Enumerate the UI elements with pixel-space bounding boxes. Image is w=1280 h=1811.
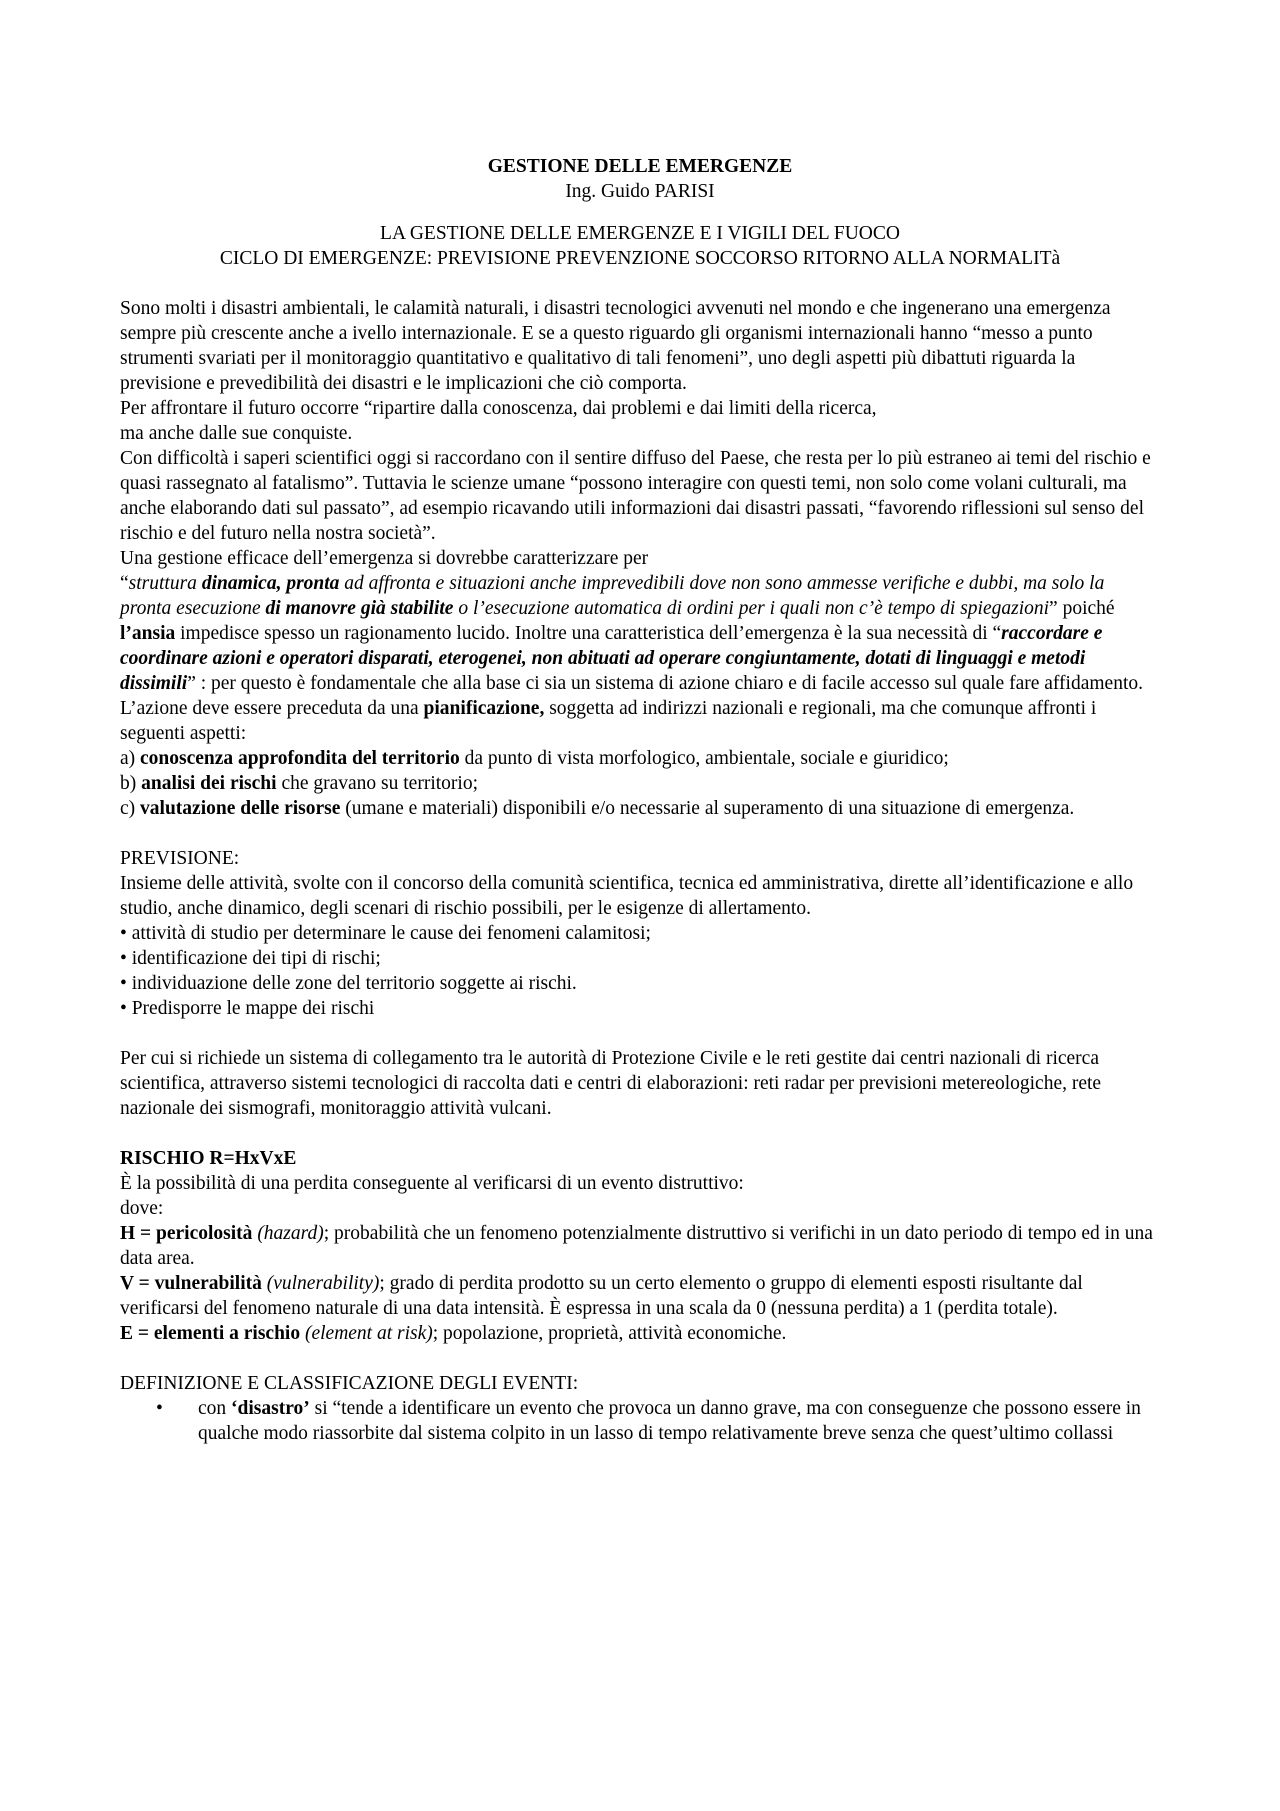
p4-bold-italic-3: raccordare e coordinare azioni e operatori disparati, eterogenei, non abituati ad operare congiuntamente, dotati di linguaggi e metodi dissimili <box>120 623 1103 694</box>
p4-text-3: ” : per questo è fondamentale che alla base ci sia un sistema di azione chiaro e di facile accesso sul quale fare affidamento. <box>187 673 1143 694</box>
aspect-c <box>120 796 1160 821</box>
bullet-icon: • <box>156 1398 163 1419</box>
rischio-e-label: E = elementi a rischio <box>120 1323 301 1344</box>
definizione-heading: DEFINIZIONE E CLASSIFICAZIONE DEGLI EVENTI: <box>120 1373 579 1394</box>
aspect-c-bold: valutazione delle risorse <box>140 798 341 819</box>
rischio-e-text: ; popolazione, proprietà, attività economiche. <box>432 1323 787 1344</box>
aspect-c-text: (umane e materiali) disponibili e/o necessarie al superamento di una situazione di emergenza. <box>340 798 1075 819</box>
rischio-h-label: H = pericolosità <box>120 1223 253 1244</box>
list-item <box>156 1396 1160 1446</box>
aspect-b <box>120 771 1160 796</box>
p4-quote-open: “ <box>120 573 129 594</box>
aspect-a-text: da punto di vista morfologico, ambientale, sociale e giuridico; <box>459 748 949 769</box>
definizione-list <box>120 1396 1160 1446</box>
p5-text-1: L’azione deve essere preceduta da una <box>120 698 424 719</box>
document-header <box>120 154 1160 271</box>
previsione-text: Insieme delle attività, svolte con il concorso della comunità scientifica, tecnica ed amministrativa, dirette all’identificazione e allo studio, anche dinamico, degli scenari di rischio possibili, per le esigenze di allertamento. <box>120 873 1134 919</box>
definizione-item-text: si “tende a identificare un evento che provoca un danno grave, ma con conseguenze che possono essere in qualche modo riassorbite dal sistema colpito in un lasso di tempo relativamente breve senza che quest’ultimo collassi <box>198 1398 1141 1444</box>
rischio-h-italic: (hazard) <box>252 1223 324 1244</box>
p4-italic-3: o l’esecuzione automatica di ordini per i quali non c’è tempo di spiegazioni <box>453 598 1050 619</box>
intro-paragraph-3: Con difficoltà i saperi scientifici oggi si raccordano con il sentire diffuso del Paese, che resta per lo più estraneo ai temi del rischio e quasi rassegnato al fatalismo”. Tuttavia le scienze umane “possono interagire con questi temi, non solo come volani culturali, ma anche elaborando dati sul passato”, ad esempio ricavando utili informazioni dai disastri passati, “favorendo riflessioni sul senso del rischio e del futuro nella nostra società”. <box>120 448 1151 544</box>
aspect-a <box>120 746 1160 771</box>
rischio-v <box>120 1271 1160 1321</box>
rischio-v-italic: (vulnerability) <box>261 1273 380 1294</box>
p4-text-1: ” poiché <box>1049 598 1115 619</box>
definizione-item-bold: ‘disastro’ <box>231 1398 310 1419</box>
previsione-followup: Per cui si richiede un sistema di collegamento tra le autorità di Protezione Civile e le reti gestite dai centri nazionali di ricerca scientifica, attraverso sistemi tecnologici di raccolta dati e centri di elaborazioni: reti radar per previsioni metereologiche, rete nazionale dei sismografi, monitoraggio attività vulcani. <box>120 1048 1102 1119</box>
rischio-heading: RISCHIO R=HxVxE <box>120 1148 297 1169</box>
p4-text-2: impedisce spesso un ragionamento lucido. Inoltre una caratteristica dell’emergenza è la sua necessità di “ <box>175 623 1002 644</box>
aspect-c-label: c) <box>120 798 141 819</box>
aspect-b-label: b) <box>120 773 142 794</box>
document-subtitle-1: LA GESTIONE DELLE EMERGENZE E I VIGILI DEL FUOCO <box>380 223 900 244</box>
rischio-h-text: ; probabilità che un fenomeno potenzialmente distruttivo si verifichi in un dato periodo di tempo ed in una data area. <box>120 1223 1153 1269</box>
intro-paragraph-5 <box>120 696 1160 746</box>
document-subtitle-2: CICLO DI EMERGENZE: PREVISIONE PREVENZIONE SOCCORSO RITORNO ALLA NORMALITà <box>219 248 1061 269</box>
definizione-item-pre: con <box>198 1398 232 1419</box>
document-author: Ing. Guido PARISI <box>565 181 715 202</box>
rischio-h <box>120 1221 1160 1271</box>
aspect-b-bold: analisi dei rischi <box>141 773 277 794</box>
intro-paragraph-4 <box>120 546 1160 696</box>
aspect-a-label: a) <box>120 748 141 769</box>
rischio-v-label: V = vulnerabilità <box>120 1273 262 1294</box>
p5-text-2: soggetta ad indirizzi nazionali e regionali, ma che comunque affronti i seguenti aspetti: <box>120 698 1097 744</box>
p5-bold: pianificazione, <box>423 698 545 719</box>
rischio-line-1: È la possibilità di una perdita conseguente al verificarsi di un evento distruttivo: <box>120 1173 744 1194</box>
rischio-e <box>120 1321 1160 1346</box>
rischio-section <box>120 1146 1160 1346</box>
previsione-item: • Predisporre le mappe dei rischi <box>120 998 375 1019</box>
p4-italic-1: struttura <box>128 573 202 594</box>
previsione-item: • attività di studio per determinare le cause dei fenomeni calamitosi; <box>120 923 651 944</box>
intro-paragraph-2a: Per affrontare il futuro occorre “ripartire dalla conoscenza, dai problemi e dai limiti della ricerca, <box>120 398 877 419</box>
previsione-heading: PREVISIONE: <box>120 848 240 869</box>
p4-italic-2: ad affronta e situazioni anche imprevedibili dove non sono ammesse verifiche e dubbi, ma solo la pronta esecuzione <box>120 573 1105 619</box>
intro-paragraph-1: Sono molti i disastri ambientali, le calamità naturali, i disastri tecnologici avvenuti nel mondo e che ingenerano una emergenza sempre più crescente anche a ivello internazionale. E se a questo riguardo gli organismi internazionali hanno “messo a punto strumenti svariati per il monitoraggio quantitativo e qualitativo di tali fenomeni”, uno degli aspetti più dibattuti riguarda la previsione e prevedibilità dei disastri e le implicazioni che ciò comporta. <box>120 298 1111 394</box>
definizione-section <box>120 1371 1160 1446</box>
intro-section <box>120 296 1160 821</box>
intro-paragraph-2b: ma anche dalle sue conquiste. <box>120 423 353 444</box>
p4-intro: Una gestione efficace dell’emergenza si dovrebbe caratterizzare per <box>120 548 649 569</box>
rischio-e-italic: (element at risk) <box>300 1323 433 1344</box>
p4-bold-italic-2: di manovre già stabilite <box>265 598 454 619</box>
rischio-line-2: dove: <box>120 1198 164 1219</box>
aspect-b-text: che gravano su territorio; <box>276 773 478 794</box>
aspect-a-bold: conoscenza approfondita del territorio <box>140 748 460 769</box>
p4-bold-ansia: l’ansia <box>120 623 176 644</box>
p4-bold-italic-1: dinamica, pronta <box>201 573 340 594</box>
previsione-item: • identificazione dei tipi di rischi; <box>120 948 381 969</box>
document-title: GESTIONE DELLE EMERGENZE <box>487 156 793 177</box>
previsione-section <box>120 846 1160 1121</box>
rischio-v-text: ; grado di perdita prodotto su un certo elemento o gruppo di elementi esposti risultante dal verificarsi del fenomeno naturale di una data intensità. È espressa in una scala da 0 (nessuna perdita) a 1 (perdita totale). <box>120 1273 1083 1319</box>
previsione-item: • individuazione delle zone del territorio soggette ai rischi. <box>120 973 577 994</box>
